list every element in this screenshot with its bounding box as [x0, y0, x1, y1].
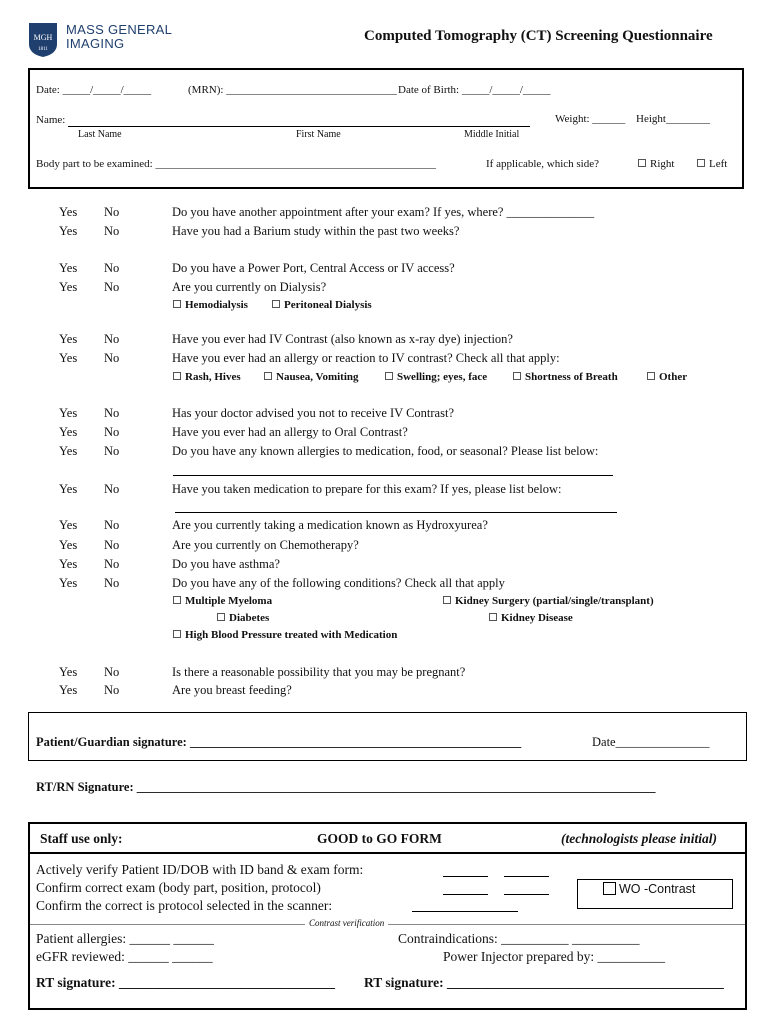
left-checkbox[interactable] [697, 158, 727, 170]
yes-option[interactable]: Yes [59, 205, 78, 219]
question-text: Have you had a Barium study within the past two weeks? [172, 224, 460, 238]
kidney-surgery-checkbox[interactable] [443, 595, 654, 607]
peritoneal-label: Peritoneal Dialysis [284, 299, 372, 311]
yes-option[interactable]: Yes [59, 538, 78, 552]
logo-year-text: 1811 [38, 47, 48, 52]
date-field[interactable]: Date: _____/_____/_____ [36, 84, 152, 96]
no-option[interactable]: No [104, 205, 120, 219]
logo-line2: IMAGING [66, 36, 125, 51]
verify-initial-line[interactable] [443, 876, 488, 877]
no-option[interactable]: No [104, 444, 120, 458]
left-checkbox-icon[interactable] [697, 159, 705, 167]
checkbox-icon[interactable] [647, 372, 655, 380]
wo-contrast-label: WO -Contrast [619, 882, 696, 896]
diabetes-label: Diabetes [229, 612, 270, 624]
rt-signature-field-2[interactable]: RT signature: _________________________________________ [364, 975, 724, 990]
good-to-go-label: GOOD to GO FORM [317, 831, 442, 846]
kidney-surgery-label: Kidney Surgery (partial/single/transplant) [455, 595, 654, 607]
checkbox-icon[interactable] [173, 596, 181, 604]
yes-option[interactable]: Yes [59, 482, 78, 496]
left-label: Left [709, 158, 728, 170]
yes-option[interactable]: Yes [59, 518, 78, 532]
yes-option[interactable]: Yes [59, 332, 78, 346]
mrn-field[interactable]: (MRN): _______________________________ [188, 84, 397, 96]
question-text: Do you have any of the following conditions? Check all that apply [172, 576, 505, 590]
breath-label: Shortness of Breath [525, 371, 618, 383]
nausea-label: Nausea, Vomiting [276, 371, 359, 383]
patient-signature-field[interactable]: Patient/Guardian signature: _____________________________________________________ [36, 735, 522, 749]
checkbox-icon[interactable] [603, 882, 616, 895]
question-text: Has your doctor advised you not to receive IV Contrast? [172, 406, 454, 420]
kidney-disease-label: Kidney Disease [501, 612, 573, 624]
no-option[interactable]: No [104, 482, 120, 496]
right-checkbox[interactable] [638, 158, 674, 170]
yes-option[interactable]: Yes [59, 224, 78, 238]
question-text: Are you breast feeding? [172, 683, 292, 697]
logo-line1: MASS GENERAL [66, 22, 173, 37]
hbp-label: High Blood Pressure treated with Medication [185, 629, 398, 641]
no-option[interactable]: No [104, 224, 120, 238]
wo-contrast-checkbox[interactable] [603, 882, 695, 896]
checkbox-icon[interactable] [272, 300, 280, 308]
egfr-field[interactable]: eGFR reviewed: ______ ______ [36, 949, 213, 964]
protocol-initial-line[interactable] [412, 911, 518, 912]
question-text: Have you taken medication to prepare for this exam? If yes, please list below: [172, 482, 562, 496]
swelling-checkbox[interactable] [385, 371, 487, 383]
kidney-disease-checkbox[interactable] [489, 612, 573, 624]
checkbox-icon[interactable] [489, 613, 497, 621]
patient-allergies-field[interactable]: Patient allergies: ______ ______ [36, 931, 214, 946]
no-option[interactable]: No [104, 576, 120, 590]
no-option[interactable]: No [104, 665, 120, 679]
name-input-line[interactable] [68, 126, 530, 127]
no-option[interactable]: No [104, 557, 120, 571]
rt-signature-field-1[interactable]: RT signature: ________________________________ [36, 975, 336, 990]
yes-option[interactable]: Yes [59, 351, 78, 365]
question-text: Are you currently on Chemotherapy? [172, 538, 359, 552]
checkbox-icon[interactable] [385, 372, 393, 380]
question-text: Have you ever had an allergy to Oral Contrast? [172, 425, 408, 439]
yes-option[interactable]: Yes [59, 665, 78, 679]
confirm-exam-text: Confirm correct exam (body part, position, protocol) [36, 880, 321, 895]
checkbox-icon[interactable] [173, 372, 181, 380]
checkbox-icon[interactable] [173, 630, 181, 638]
other-checkbox[interactable] [647, 371, 687, 383]
question-text: Do you have asthma? [172, 557, 280, 571]
yes-option[interactable]: Yes [59, 557, 78, 571]
allergies-input-line[interactable] [173, 475, 613, 476]
no-option[interactable]: No [104, 351, 120, 365]
yes-option[interactable]: Yes [59, 280, 78, 294]
power-injector-field[interactable]: Power Injector prepared by: __________ [443, 949, 665, 964]
dob-field[interactable]: Date of Birth: _____/_____/_____ [398, 84, 551, 96]
question-text: Have you ever had an allergy or reaction to IV contrast? Check all that apply: [172, 351, 560, 365]
no-option[interactable]: No [104, 406, 120, 420]
question-text: Do you have any known allergies to medication, food, or seasonal? Please list below: [172, 444, 599, 458]
middle-initial-caption: Middle Initial [464, 129, 520, 140]
confirm-protocol-text: Confirm the correct is protocol selected in the scanner: [36, 898, 333, 913]
nausea-checkbox[interactable] [264, 371, 359, 383]
last-name-caption: Last Name [78, 129, 122, 140]
logo-text [66, 23, 172, 51]
medication-input-line[interactable] [175, 512, 617, 513]
question-text: Is there a reasonable possibility that you may be pregnant? [172, 665, 466, 679]
yes-option[interactable]: Yes [59, 576, 78, 590]
yes-option[interactable]: Yes [59, 444, 78, 458]
mgh-shield-logo-icon [28, 22, 58, 58]
contraindications-field[interactable]: Contraindications: __________ __________ [398, 931, 640, 946]
rtrn-signature-field[interactable]: RT/RN Signature: ___________________________________________________________________________________ [36, 780, 656, 794]
rash-checkbox[interactable] [173, 371, 241, 383]
height-field[interactable]: Height________ [636, 113, 710, 125]
yes-option[interactable]: Yes [59, 406, 78, 420]
tech-initial-label: (technologists please initial) [561, 831, 718, 846]
myeloma-checkbox[interactable] [173, 595, 272, 607]
myeloma-label: Multiple Myeloma [185, 595, 273, 607]
checkbox-icon[interactable] [443, 596, 451, 604]
name-label: Name: [36, 114, 66, 126]
logo-badge-text: MGH [33, 33, 53, 42]
yes-option[interactable]: Yes [59, 261, 78, 275]
question-text: Are you currently on Dialysis? [172, 280, 327, 294]
yes-option[interactable]: Yes [59, 425, 78, 439]
checkbox-icon[interactable] [264, 372, 272, 380]
no-option[interactable]: No [104, 332, 120, 346]
staff-use-only-label: Staff use only: [40, 831, 123, 846]
peritoneal-checkbox[interactable] [272, 299, 372, 311]
question-text: Do you have another appointment after your exam? If yes, where? ______________ [172, 205, 595, 219]
side-label: If applicable, which side? [486, 158, 600, 170]
document-title: Computed Tomography (CT) Screening Questionnaire [364, 28, 713, 44]
no-option[interactable]: No [104, 280, 120, 294]
exam-initial-line[interactable] [504, 894, 549, 895]
breath-checkbox[interactable] [513, 371, 618, 383]
rash-label: Rash, Hives [185, 371, 241, 383]
swelling-label: Swelling; eyes, face [397, 371, 488, 383]
yes-option[interactable]: Yes [59, 683, 78, 697]
contrast-verification-label: Contrast verification [305, 918, 388, 928]
question-text: Are you currently taking a medication known as Hydroxyurea? [172, 518, 488, 532]
first-name-caption: First Name [296, 129, 341, 140]
weight-field[interactable]: Weight: ______ [555, 113, 626, 125]
checkbox-icon[interactable] [513, 372, 521, 380]
no-option[interactable]: No [104, 683, 120, 697]
hbp-checkbox[interactable] [173, 629, 397, 641]
hemodialysis-checkbox[interactable] [173, 299, 248, 311]
question-text: Have you ever had IV Contrast (also known as x-ray dye) injection? [172, 332, 513, 346]
no-option[interactable]: No [104, 425, 120, 439]
other-label: Other [659, 371, 688, 383]
question-text: Do you have a Power Port, Central Access or IV access? [172, 261, 455, 275]
checkbox-icon[interactable] [217, 613, 225, 621]
no-option[interactable]: No [104, 538, 120, 552]
hemodialysis-label: Hemodialysis [185, 299, 248, 311]
signature-date-field[interactable]: Date_______________ [592, 735, 710, 749]
exam-initial-line[interactable] [443, 894, 488, 895]
body-part-field[interactable]: Body part to be examined: ___________________________________________________ [36, 158, 436, 170]
verify-id-text: Actively verify Patient ID/DOB with ID band & exam form: [36, 862, 364, 877]
no-option[interactable]: No [104, 518, 120, 532]
right-label: Right [650, 158, 675, 170]
diabetes-checkbox[interactable] [217, 612, 269, 624]
right-checkbox-icon[interactable] [638, 159, 646, 167]
verify-initial-line[interactable] [504, 876, 549, 877]
checkbox-icon[interactable] [173, 300, 181, 308]
no-option[interactable]: No [104, 261, 120, 275]
